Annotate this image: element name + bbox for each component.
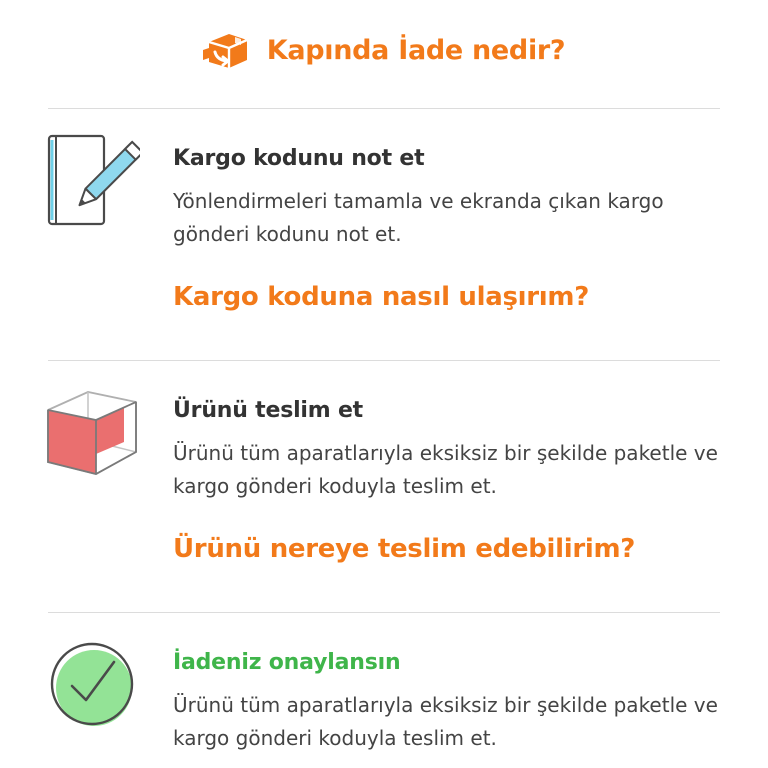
step-text: [173, 146, 733, 251]
step-link-wrap: [173, 282, 733, 312]
step-text: [173, 398, 733, 503]
header: [0, 22, 768, 78]
header-title: Kapında İade nedir?: [266, 34, 566, 66]
return-box-icon: [203, 28, 253, 72]
step-title: Ürünü teslim et: [173, 398, 363, 423]
step-description: Ürünü tüm aparatlarıyla eksiksiz bir şekilde paketle ve kargo gönderi koduyla teslim et.: [173, 693, 718, 750]
box-icon: [44, 382, 140, 478]
checkmark-circle-icon: [44, 634, 140, 730]
step-text: [173, 650, 733, 755]
divider: [48, 108, 720, 109]
divider: [48, 612, 720, 613]
step-description: Ürünü tüm aparatlarıyla eksiksiz bir şekilde paketle ve kargo gönderi koduyla teslim et.: [173, 441, 718, 498]
cargo-code-help-link[interactable]: Kargo koduna nasıl ulaşırım?: [173, 282, 589, 312]
step-description: Yönlendirmeleri tamamla ve ekranda çıkan kargo gönderi kodunu not et.: [173, 189, 664, 246]
what-is-return-link[interactable]: [203, 28, 566, 72]
step-link-wrap: [173, 534, 733, 564]
divider: [48, 360, 720, 361]
notebook-pencil-icon: [44, 130, 140, 226]
step-title: Kargo kodunu not et: [173, 146, 425, 171]
delivery-location-help-link[interactable]: Ürünü nereye teslim edebilirim?: [173, 534, 636, 564]
step-title: İadeniz onaylansın: [173, 650, 401, 675]
